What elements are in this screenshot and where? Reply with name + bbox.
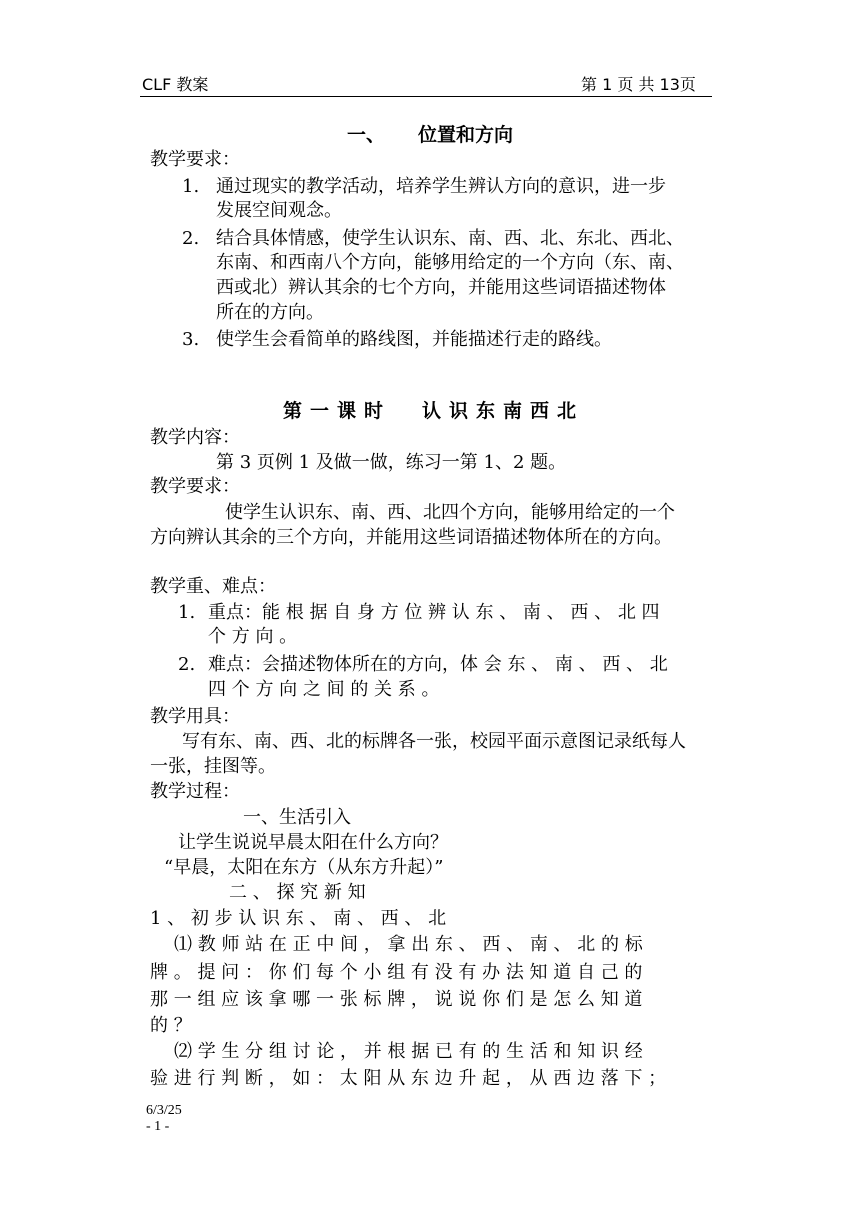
key-item-2-number: 2. (178, 654, 196, 675)
key-item-1-number: 1. (178, 602, 196, 623)
section-1-heading: 一、生活引入 (243, 807, 351, 828)
key-item-1-line: 个 方 向 。 (208, 626, 298, 647)
lesson-content-label: 教学内容： (150, 427, 240, 448)
section-1-answer: “早晨，太阳在东方（从东方升起）” (164, 857, 444, 878)
lesson-requirements-line: 方向辨认其余的三个方向，并能用这些词语描述物体所在的方向。 (150, 527, 672, 548)
paragraph-1-line: 那 一 组 应 该 拿 哪 一 张 标 牌 ， 说 说 你 们 是 怎 么 知 道 (150, 989, 643, 1010)
unit-item-1-number: 1. (182, 176, 200, 197)
header-rule (140, 96, 712, 97)
lesson-title-topic: 认识东南西北 (422, 400, 585, 422)
unit-item-3-number: 3. (182, 329, 200, 350)
paragraph-1-line: ⑴ 教 师 站 在 正 中 间 ， 拿 出 东 、 西 、 南 、 北 的 标 (174, 934, 643, 955)
unit-item-1-line: 通过现实的教学活动，培养学生辨认方向的意识，进一步 (216, 176, 666, 197)
unit-item-3-line: 使学生会看简单的路线图，并能描述行走的路线。 (216, 329, 612, 350)
footer-page-number: - 1 - (146, 1119, 170, 1134)
lesson-process-label: 教学过程： (150, 781, 240, 802)
lesson-requirements-label: 教学要求： (150, 476, 240, 497)
paragraph-1-line: 的 ？ (150, 1015, 192, 1036)
unit-title-number: 一、 (347, 124, 386, 146)
lesson-key-points-label: 教学重、难点： (150, 576, 276, 597)
subsection-1-heading: 1 、 初 步 认 识 东 、 南 、 西 、 北 (150, 908, 447, 929)
key-item-2-line: 四 个 方 向 之 间 的 关 系 。 (208, 679, 440, 700)
lesson-tools-line: 写有东、南、西、北的标牌各一张，校园平面示意图记录纸每人 (182, 731, 686, 752)
unit-item-1-line: 发展空间观念。 (216, 200, 342, 221)
unit-title: 位置和方向 (418, 124, 514, 146)
lesson-content-text: 第 3 页例 1 及做一做，练习一第 1、2 题。 (216, 452, 567, 473)
unit-requirements-label: 教学要求： (150, 149, 240, 170)
lesson-tools-line: 一张，挂图等。 (150, 756, 276, 777)
unit-item-2-line: 结合具体情感，使学生认识东、南、西、北、东北、西北、 (216, 228, 684, 249)
lesson-tools-label: 教学用具： (150, 706, 240, 727)
unit-item-2-number: 2. (182, 228, 200, 249)
paragraph-2-line: ⑵ 学 生 分 组 讨 论 ， 并 根 据 已 有 的 生 活 和 知 识 经 (174, 1041, 643, 1062)
unit-item-2-line: 所在的方向。 (216, 302, 324, 323)
key-item-2-line: 难点：会描述物体所在的方向，体 会 东 、 南 、 西 、 北 (208, 654, 668, 675)
header-page-count: 第 1 页 共 13页 (581, 75, 696, 94)
section-1-question: 让学生说说早晨太阳在什么方向？ (178, 832, 448, 853)
paragraph-2-line: 验 进 行 判 断 ， 如 ： 太 阳 从 东 边 升 起 ， 从 西 边 落 下 ； (150, 1068, 667, 1089)
lesson-title-period: 第一课时 (283, 400, 392, 422)
paragraph-1-line: 牌 。 提 问 ： 你 们 每 个 小 组 有 没 有 办 法 知 道 自 己 的 (150, 962, 643, 983)
unit-item-2-line: 东南、和西南八个方向，能够用给定的一个方向（东、南、 (216, 252, 684, 273)
footer-date: 6/3/25 (146, 1103, 182, 1118)
key-item-1-line: 重点：能 根 据 自 身 方 位 辨 认 东 、 南 、 西 、 北 四 (208, 602, 660, 623)
section-2-heading: 二 、 探 究 新 知 (229, 882, 366, 903)
header-left: CLF 教案 (142, 75, 209, 94)
unit-item-2-line: 西或北）辨认其余的七个方向，并能用这些词语描述物体 (216, 277, 666, 298)
lesson-requirements-line: 使学生认识东、南、西、北四个方向，能够用给定的一个 (225, 502, 675, 523)
